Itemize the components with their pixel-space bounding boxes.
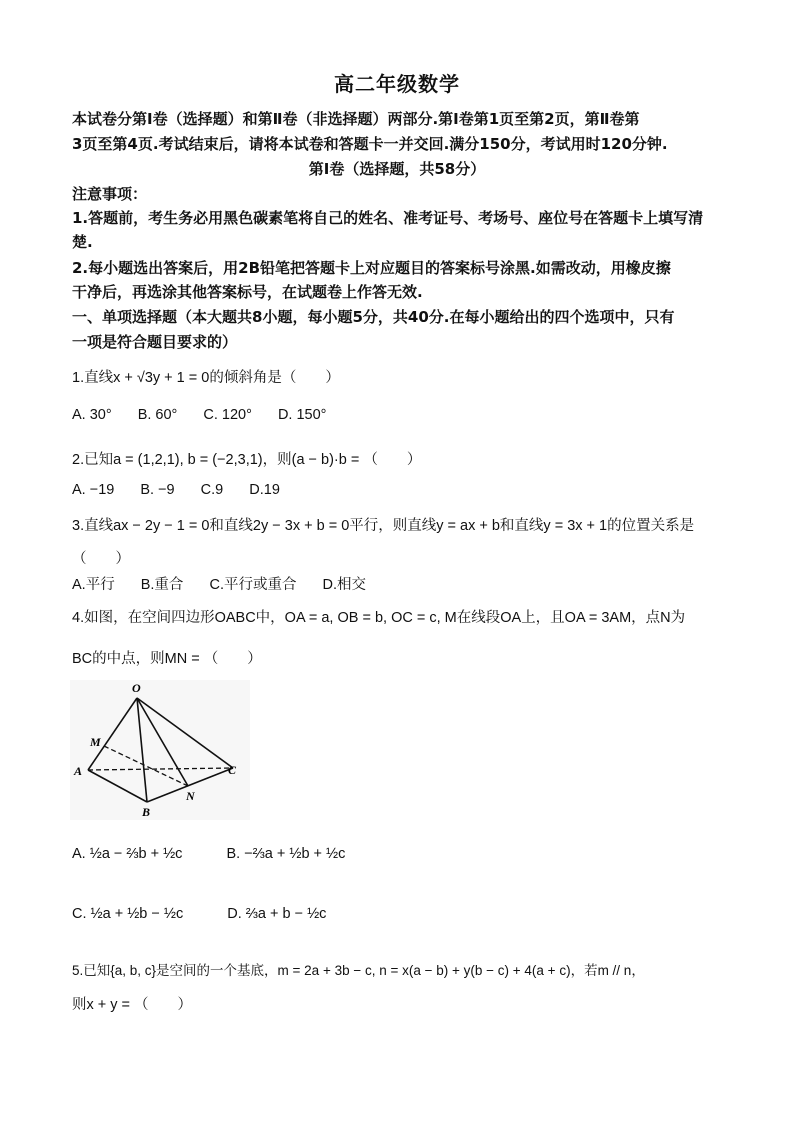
label-c: C	[228, 763, 237, 777]
intro-line-2: 3页至第4页.考试结束后，请将本试卷和答题卡一并交回.满分150分，考试用时120分钟.	[72, 135, 668, 153]
notes-heading: 注意事项：	[72, 185, 148, 203]
question-4-options-row-1	[72, 846, 367, 862]
question-1-option-d: D. 150°	[277, 407, 327, 423]
part1-title: 第I卷（选择题，共58分）	[308, 160, 486, 178]
question-1-option-b: B. 60°	[137, 407, 178, 423]
intro-line-1: 本试卷分第I卷（选择题）和第Ⅱ卷（非选择题）两部分.第I卷第1页至第2页，第Ⅱ卷第	[72, 110, 640, 128]
question-4-option-c: C. ½a + ½b − ½c	[72, 906, 184, 922]
note-2-line-2: 干净后，再选涂其他答案标号，在试题卷上作答无效.	[72, 283, 423, 301]
tetrahedron-figure	[70, 680, 250, 820]
label-n: N	[186, 789, 195, 803]
question-1-options	[72, 407, 348, 423]
figure-background	[70, 680, 250, 820]
question-5-line-2: 则x + y = （ ）	[72, 997, 193, 1013]
question-2-option-a: A. −19	[72, 482, 115, 498]
question-3-option-d: D.相交	[322, 577, 366, 593]
question-3-text: 3.直线ax − 2y − 1 = 0和直线2y − 3x + b = 0平行，则直线y = ax + b和直线y = 3x + 1的位置关系是	[72, 518, 695, 534]
question-2-option-c: C.9	[200, 482, 224, 498]
question-2-text: 2.已知a = (1,2,1), b = (−2,3,1)，则(a − b)·b = （ ）	[72, 452, 422, 468]
section1-line-2: 一项是符合题目要求的）	[72, 333, 238, 351]
tetrahedron-diagram	[70, 680, 250, 820]
question-4-line-2: BC的中点，则MN = （ ）	[72, 651, 262, 667]
question-3-option-b: B.重合	[140, 577, 184, 593]
label-b: B	[142, 805, 151, 819]
question-1-option-c: C. 120°	[203, 407, 252, 423]
question-3-option-c: C.平行或重合	[209, 577, 297, 593]
question-2-option-b: B. −9	[140, 482, 175, 498]
question-2-options	[72, 482, 302, 498]
question-4-option-b: B. −⅔a + ½b + ½c	[226, 846, 346, 862]
question-4-line-1: 4.如图，在空间四边形OABC中，OA = a, OB = b, OC = c, M在线段OA上，且OA = 3AM，点N为	[72, 610, 686, 626]
note-2-line-1: 2.每小题选出答案后，用2B铅笔把答题卡上对应题目的答案标号涂黑.如需改动，用橡皮擦	[72, 259, 671, 277]
question-1-text: 1.直线x + √3y + 1 = 0的倾斜角是（ ）	[72, 370, 340, 386]
note-1-line-1: 1.答题前，考生务必用黑色碳素笔将自己的姓名、准考证号、考场号、座位号在答题卡上填写清	[72, 209, 704, 227]
question-1-option-a: A. 30°	[72, 407, 112, 423]
question-4-options-row-2	[72, 906, 348, 922]
label-o: O	[132, 681, 141, 695]
question-3-blank: （ ）	[72, 551, 130, 567]
label-m: M	[90, 735, 101, 749]
question-4-option-a: A. ½a − ⅔b + ½c	[72, 846, 183, 862]
note-1-line-2: 楚.	[72, 233, 93, 251]
question-4-option-d: D. ⅔a + b − ½c	[227, 906, 327, 922]
section1-line-1: 一、单项选择题（本大题共8小题，每小题5分，共40分.在每小题给出的四个选项中，只有	[72, 308, 675, 326]
page-title: 高二年级数学	[334, 72, 460, 96]
question-5-line-1: 5.已知{a, b, c}是空间的一个基底，m = 2a + 3b − c, n = x(a − b) + y(b − c) + 4(a + c)，若m // n，	[72, 963, 645, 978]
question-2-option-d: D.19	[249, 482, 280, 498]
question-3-option-a: A.平行	[72, 577, 115, 593]
question-3-options	[72, 573, 388, 594]
label-a: A	[74, 764, 83, 778]
